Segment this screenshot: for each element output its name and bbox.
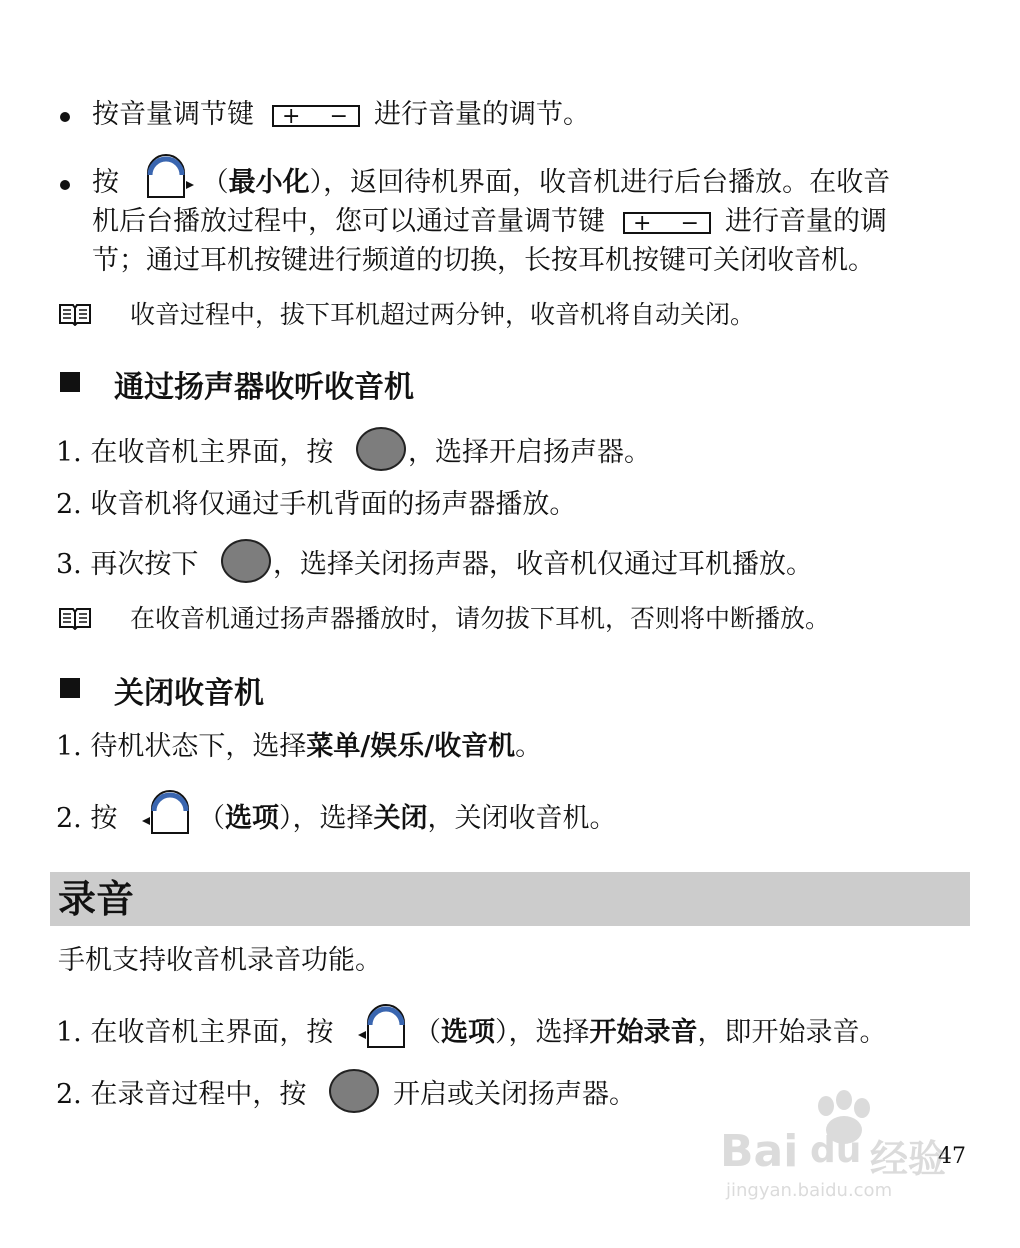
baidu-watermark	[720, 1090, 970, 1210]
section-marker	[60, 372, 80, 392]
step-2: 2. 收音机将仅通过手机背面的扬声器播放。	[56, 489, 577, 520]
step-3: 3. 再次按下 ，选择关闭扬声器，收音机仅通过耳机播放。	[56, 546, 813, 584]
minimize-line: 按 （最小化），返回待机界面，收音机进行后台播放。在收音	[92, 164, 890, 203]
section-title: 关闭收音机	[114, 676, 264, 711]
book-icon	[58, 606, 92, 630]
right-softkey-icon	[142, 151, 198, 203]
note-text: 收音过程中，拔下耳机超过两分钟，收音机将自动关闭。	[130, 300, 756, 329]
volume-key-icon: + −	[272, 105, 360, 127]
left-softkey-icon	[140, 787, 196, 839]
section-marker	[60, 678, 80, 698]
section-banner	[50, 872, 970, 926]
watermark-url: jingyan.baidu.com	[726, 1180, 893, 1201]
step-2: 2. 按 （选项），选择关闭，关闭收音机。	[56, 800, 616, 839]
watermark-brand: Bai	[720, 1126, 799, 1177]
round-key-icon	[329, 1069, 379, 1113]
volume-line-post: 进行音量的调节。	[374, 99, 590, 130]
round-key-icon	[221, 539, 271, 583]
note-text: 在收音机通过扬声器播放时，请勿拔下耳机，否则将中断播放。	[130, 604, 831, 633]
page-number: 47	[938, 1144, 966, 1169]
volume-line	[92, 96, 590, 134]
banner-title: 录音	[58, 877, 135, 921]
round-key-icon	[356, 427, 406, 471]
book-icon	[58, 302, 92, 326]
bullet	[60, 112, 70, 122]
step-1: 1. 待机状态下，选择菜单/娱乐/收音机。	[56, 731, 543, 762]
minimize-line-cont1: 机后台播放过程中，您可以通过音量调节键 + − 进行音量的调	[92, 206, 887, 237]
volume-line-pre: 按音量调节键	[92, 99, 254, 130]
step-1: 1. 在收音机主界面，按 ，选择开启扬声器。	[56, 434, 651, 472]
intro-text: 手机支持收音机录音功能。	[58, 945, 382, 976]
step-2: 2. 在录音过程中，按 开启或关闭扬声器。	[56, 1076, 636, 1114]
left-softkey-icon	[356, 1001, 412, 1053]
step-1: 1. 在收音机主界面，按 （选项），选择开始录音，即开始录音。	[56, 1014, 886, 1053]
bullet	[60, 180, 70, 190]
minimize-line-cont2: 节；通过耳机按键进行频道的切换，长按耳机按键可关闭收音机。	[92, 245, 875, 276]
watermark-brand-cn: 经验	[870, 1137, 947, 1181]
volume-key-icon: + −	[623, 212, 711, 234]
watermark-brand-2: du	[810, 1130, 862, 1171]
section-title: 通过扬声器收听收音机	[114, 370, 414, 405]
